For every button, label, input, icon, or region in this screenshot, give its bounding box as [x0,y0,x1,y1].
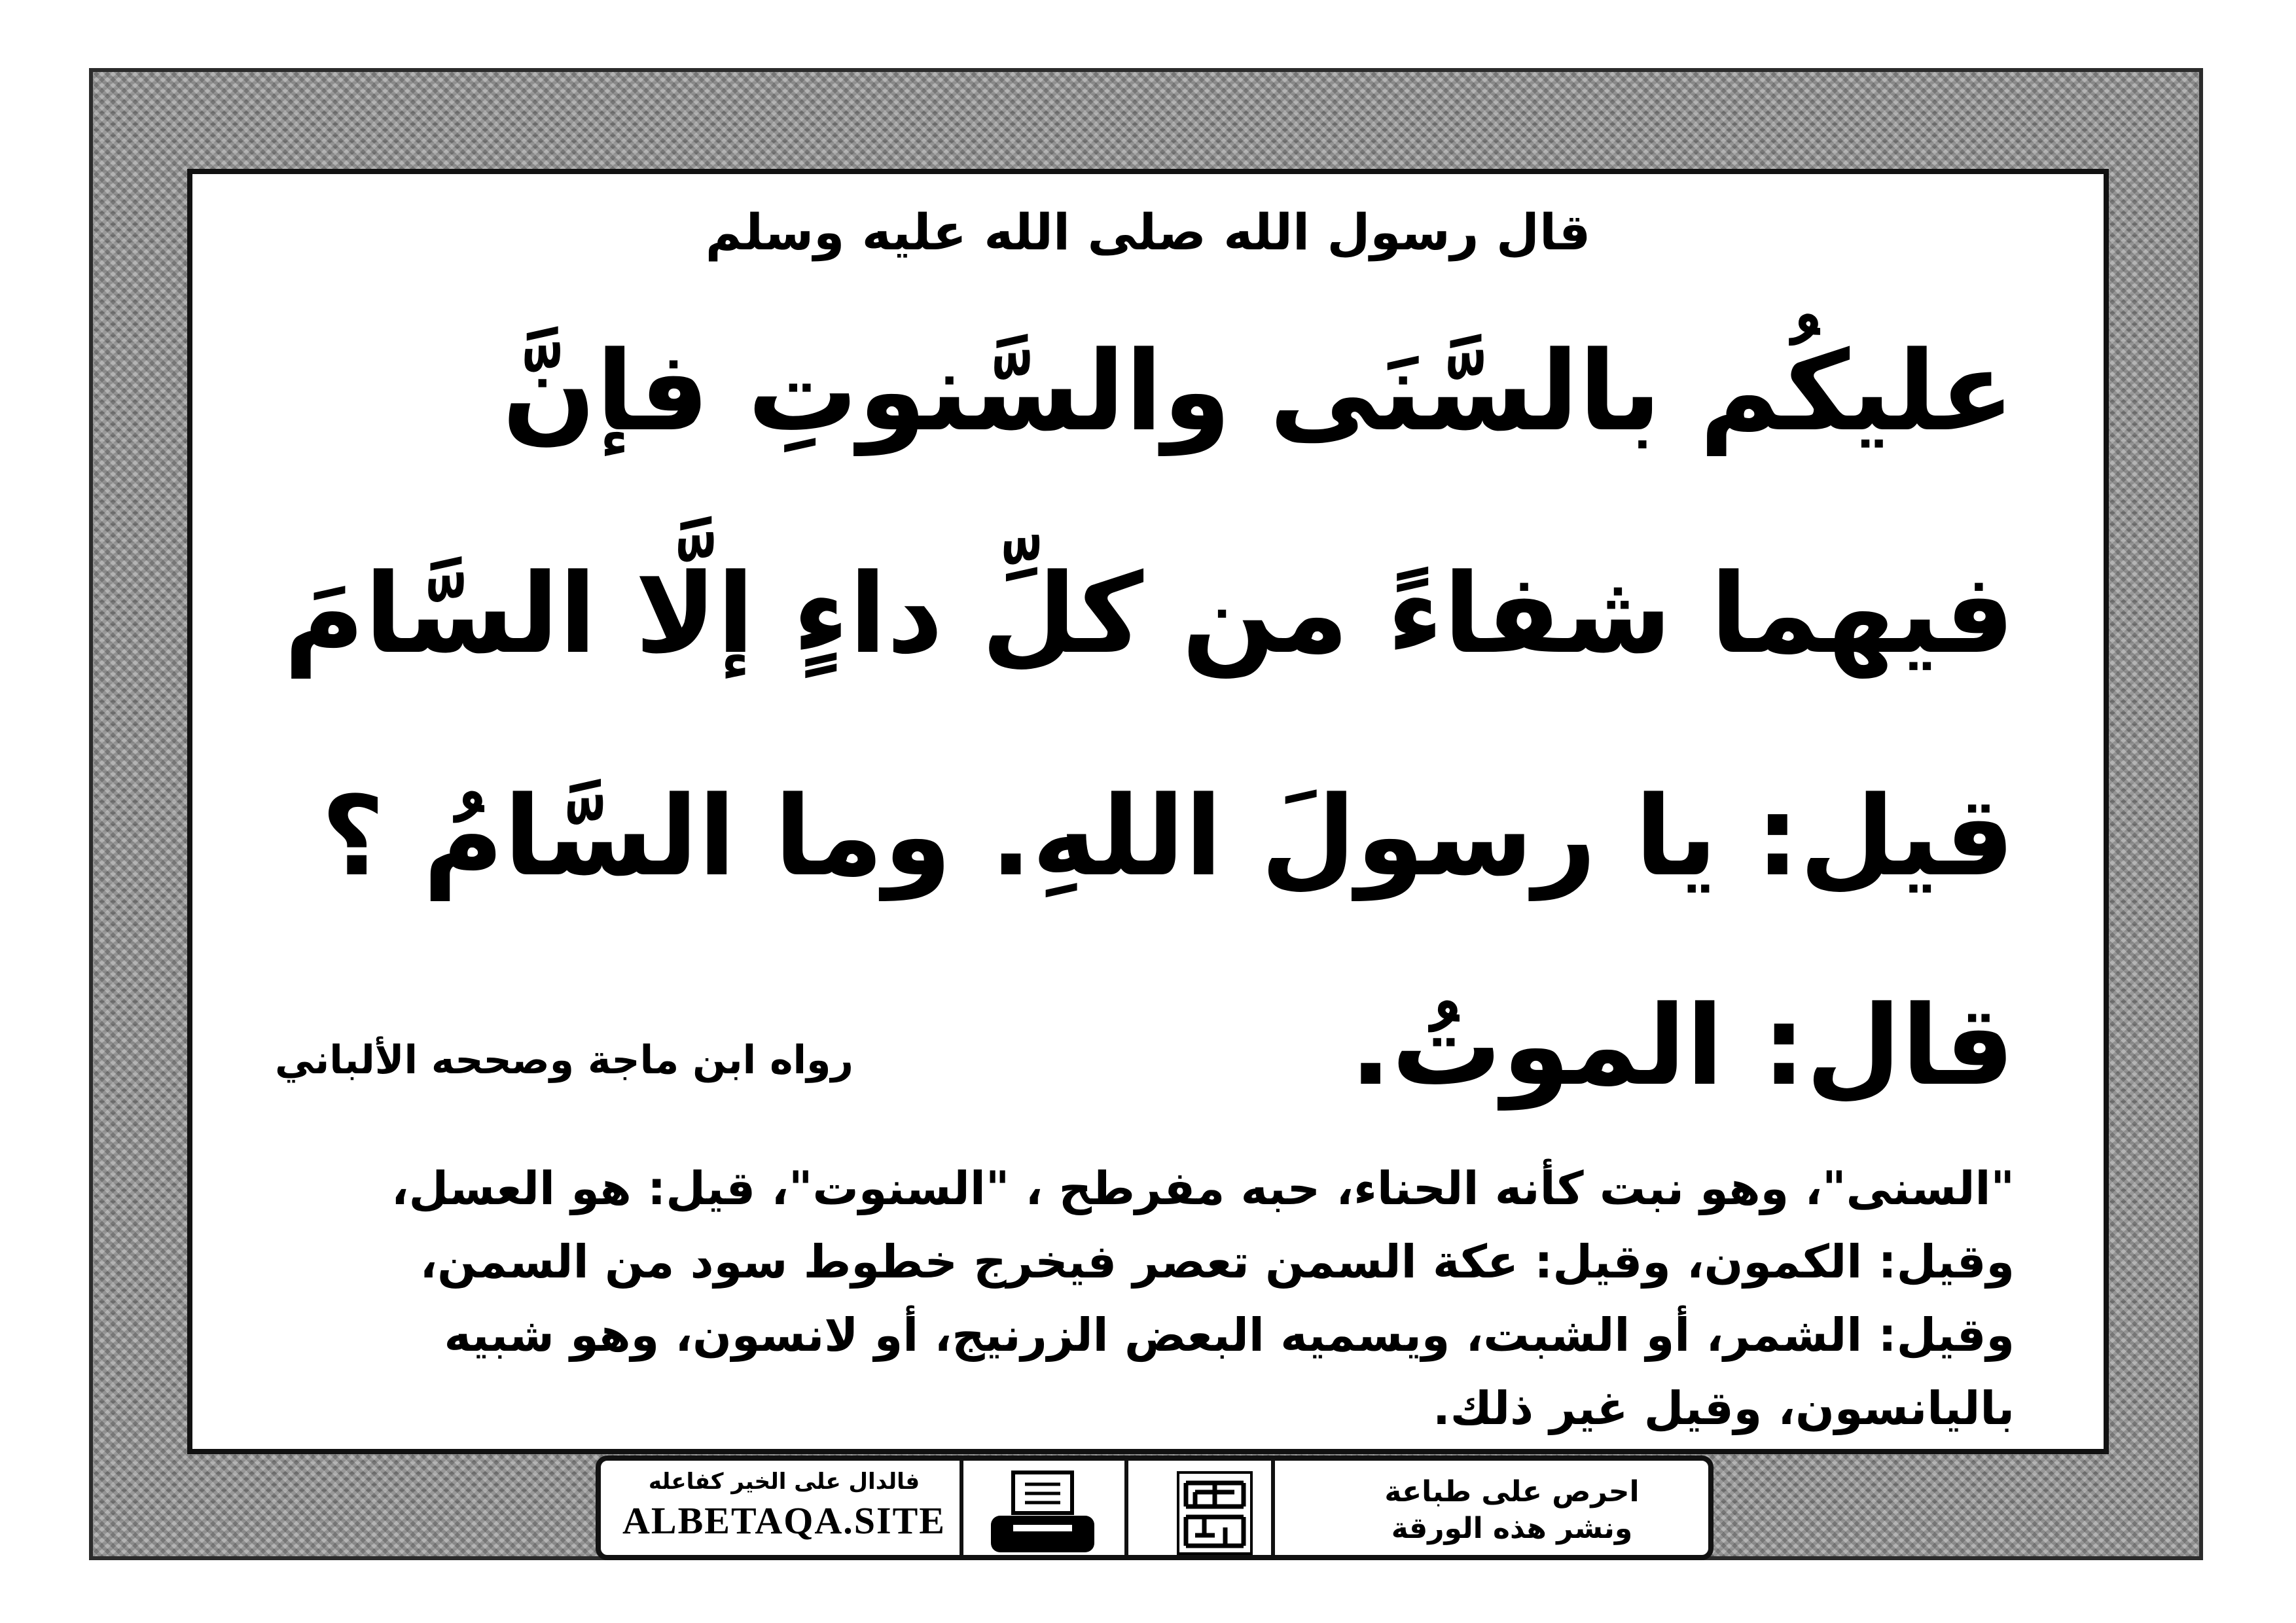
footer-call-to-action [1342,1474,1682,1547]
explanation-line-1: "السنى"، وهو نبت كأنه الحناء، حبه مفرطح ، "السنوت"، قيل: هو العسل، [391,1162,2015,1215]
attribution-heading: قال رسول الله صلى الله عليه وسلم [705,203,1591,261]
hadith-source: رواه ابن ماجة وصححه الألباني [275,1037,853,1083]
footer-divider [1271,1461,1275,1555]
cta-line-1: احرص على طباعة [1384,1475,1640,1508]
hadith-line-4: قال: الموتُ. [1350,982,2015,1110]
printer-icon [987,1470,1098,1555]
footer-site-block [620,1469,948,1543]
footer-divider [960,1461,963,1555]
explanation-line-3: وقيل: الشمر، أو الشبت، ويسميه البعض الزرنيج، أو لانسون، وهو شبيه [444,1308,2015,1362]
dawat-alwaraqa-logo [1175,1470,1254,1556]
site-link[interactable]: ALBETAQA.SITE [622,1499,946,1542]
hadith-line-2: فيهما شفاءً من كلِّ داءٍ إلَّا السَّامَ [283,550,2015,678]
hadith-line-1: عليكُم بالسَّنَى والسَّنوتِ فإنَّ [502,327,2015,455]
hadith-line-3: قيل: يا رسولَ اللهِ. وما السَّامُ ؟ [321,772,2015,901]
footer-divider [1124,1461,1128,1555]
cta-line-2: ونشر هذه الورقة [1391,1512,1633,1545]
footer-motto: فالدال على الخير كفاعله [648,1469,920,1495]
explanation-line-4: باليانسون، وقيل غير ذلك. [1433,1382,2015,1435]
explanation-line-2: وقيل: الكمون، وقيل: عكة السمن تعصر فيخرج خطوط سود من السمن، [420,1235,2015,1289]
footer-banner [596,1455,1713,1560]
